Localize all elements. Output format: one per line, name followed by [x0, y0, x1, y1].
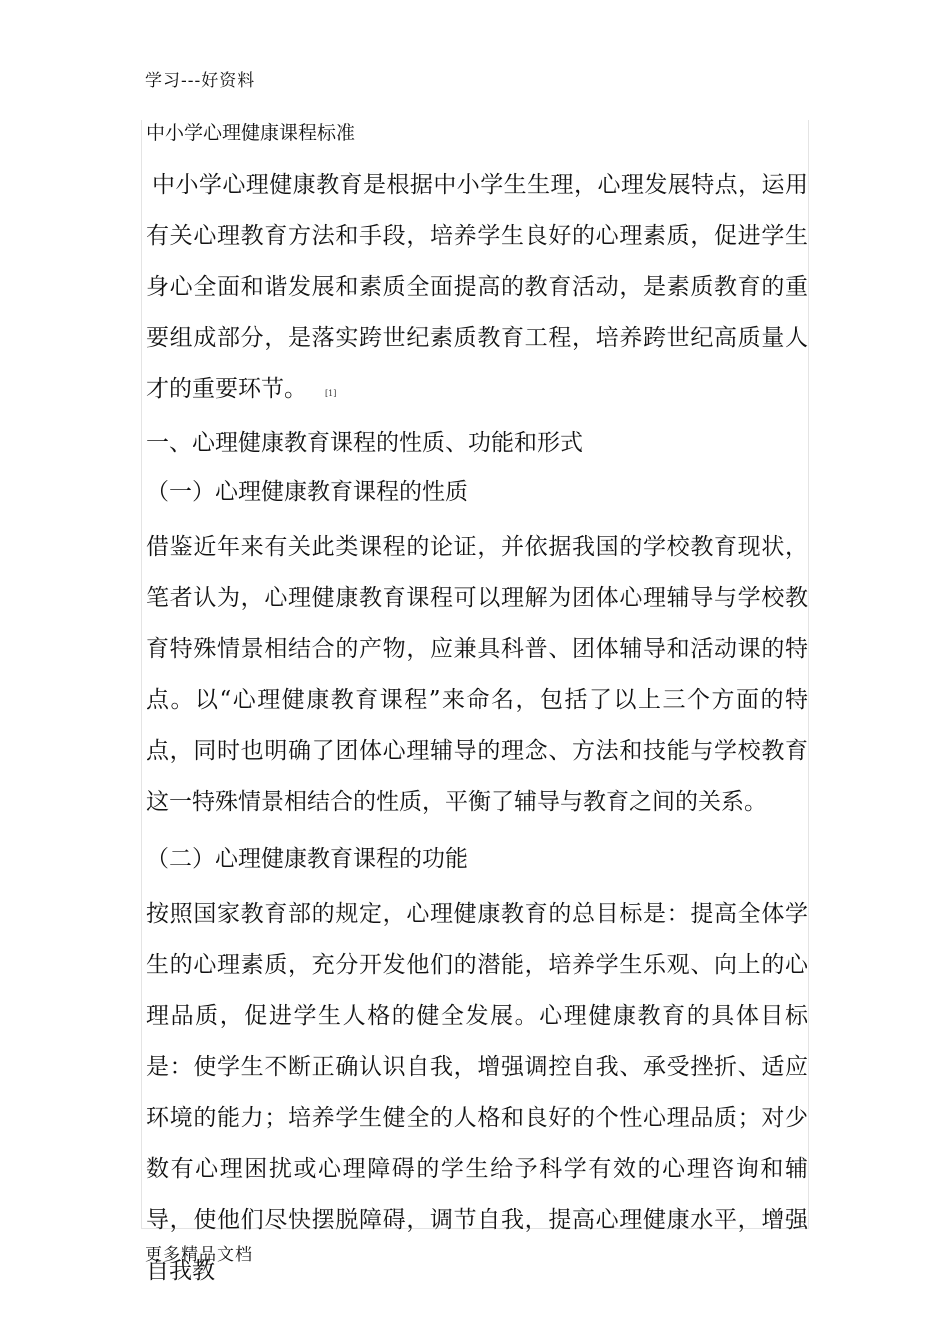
intro-text: 中小学心理健康教育是根据中小学生生理，心理发展特点，运用有关心理教育方法和手段，培养学生良好的心理素质，促进学生身心全面和谐发展和素质全面提高的教育活动，是素质教育的重要组成部分，是落实跨世纪素质教育工程，培养跨世纪高质量人才的重要环节。	[146, 172, 808, 402]
page-footer: 更多精品文档	[145, 1245, 253, 1265]
subsection-heading-2: （二）心理健康教育课程的功能	[146, 846, 468, 872]
document-content	[146, 120, 808, 1297]
page-header: 学习---好资料	[145, 71, 256, 91]
subsection-2-paragraph: 按照国家教育部的规定，心理健康教育的总目标是：提高全体学生的心理素质，充分开发他们的潜能，培养学生乐观、向上的心理品质，促进学生人格的健全发展。心理健康教育的具体目标是：使学生不断正确认识自我，增强调控自我、承受挫折、适应环境的能力；培养学生健全的人格和良好的个性心理品质；对少数有心理困扰或心理障碍的学生给予科学有效的心理咨询和辅导，使他们尽快摆脱障碍，调节自我，提高心理健康水平，增强自我教	[146, 901, 808, 1284]
subsection-heading-1: （一）心理健康教育课程的性质	[146, 479, 468, 505]
intro-paragraph	[146, 160, 808, 419]
subsection-1-paragraph: 借鉴近年来有关此类课程的论证，并依据我国的学校教育现状，笔者认为，心理健康教育课程可以理解为团体心理辅导与学校教育特殊情景相结合的产物，应兼具科普、团体辅导和活动课的特点。以“心理健康教育课程”来命名，包括了以上三个方面的特点，同时也明确了团体心理辅导的理念、方法和技能与学校教育这一特殊情景相结合的性质，平衡了辅导与教育之间的关系。	[146, 534, 808, 815]
document-title: 中小学心理健康课程标准	[146, 122, 356, 144]
footnote-reference[interactable]: [1]	[325, 389, 337, 398]
section-heading-1: 一、心理健康教育课程的性质、功能和形式	[146, 430, 583, 456]
